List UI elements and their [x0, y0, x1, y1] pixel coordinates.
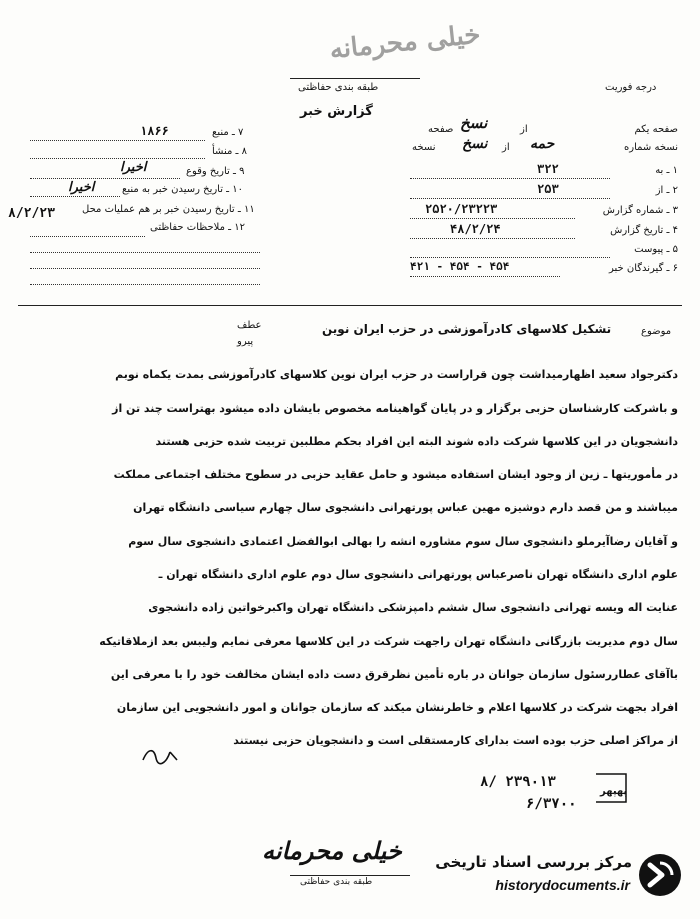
- field-9-dotline: [30, 178, 180, 179]
- field-3-label: ۳ ـ شماره گزارش: [602, 205, 678, 216]
- field-1-label: ۱ ـ به: [655, 165, 678, 176]
- remarks-dotline-1: [30, 252, 260, 253]
- stamp-underline: [290, 78, 420, 79]
- field-9-value: اخیرا: [120, 160, 147, 175]
- atf-label: عطف: [237, 320, 262, 331]
- field-12-dotline: [30, 236, 145, 237]
- field-2-value: ۲۵۳: [537, 182, 559, 196]
- body-line: افراد بجهت شرکت در کلاسها اعلام و خاطرنشان میکند که سازمان جوانان و امور دانشجویی این سازمان: [116, 701, 678, 714]
- top-classification-stamp: خیلی محرمانه: [328, 19, 482, 66]
- initial-signature: [140, 745, 180, 767]
- logo-url: historydocuments.ir: [495, 877, 630, 893]
- field-10-label: ۱۰ ـ تاریخ رسیدن خبر به منبع: [122, 184, 244, 195]
- field-5-label: ۵ ـ پیوست: [634, 244, 678, 255]
- body-line: و آقایان رضاآیرملو دانشجوی سال سوم مشاوره انشه را بهالی ابوالفضل اعتمادی دانشجوی سال سوم: [128, 535, 678, 548]
- body-line: دکترجواد سعید اظهارمیداشت چون قراراست در حزب ایران نوین کلاسهای کادرآموزشی بمدت یکماه نوبم: [115, 368, 678, 381]
- field-8-dotline: [30, 158, 205, 159]
- field-7-label: ۷ ـ منبع: [212, 127, 244, 138]
- remarks-dotline-3: [30, 284, 260, 285]
- field-2-label: ۲ ـ از: [655, 185, 678, 196]
- body-line: سال دوم مدیریت بازرگانی دانشگاه تهران راجهت شرکت در این کلاسها معرفی نمایم ولیبس بعد ازملاقاتیکه: [99, 635, 678, 648]
- copy-unit: نسخه: [412, 142, 436, 153]
- field-7-dotline: [30, 140, 205, 141]
- field-4-label: ۴ ـ تاریخ گزارش: [610, 225, 678, 236]
- field-2-dotline: [410, 198, 610, 199]
- report-title: گزارش خبر: [300, 104, 373, 119]
- footer-underline: [290, 875, 410, 876]
- field-10-value: اخیرا: [68, 180, 95, 195]
- field-4-dotline: [410, 238, 575, 239]
- copy-of-handwritten: نسخ: [462, 136, 488, 152]
- field-7-value: ۱۸۶۶: [140, 124, 169, 138]
- header-divider: [18, 305, 682, 306]
- peyro-label: پیرو: [237, 336, 254, 347]
- body-line: باآقای عطاررسئول سازمان جوانان در باره تأمین نظرقرق دست داده ایشان مخالفت خود را با معرفی این: [110, 668, 678, 681]
- history-documents-logo: [404, 847, 684, 907]
- registry-stamp: [478, 772, 628, 816]
- subject-text: تشکیل کلاسهای کادرآموزشی در حزب ایران نوین: [322, 322, 612, 336]
- field-3-dotline: [410, 218, 575, 219]
- urgency-label: درجه فوریت: [605, 82, 657, 93]
- field-5-dotline: [410, 257, 610, 258]
- page-label: صفحه یکم: [634, 124, 678, 135]
- body-line: در مأموریتها ـ زین از وجود ایشان استفاده میشود و حامل عقاید حزبی در سطوح مختلف اجتماعی مملکت: [113, 468, 678, 481]
- field-3-value: ۲۵۲۰/۲۳۲۲۳: [425, 202, 498, 216]
- field-12-label: ۱۲ ـ ملاحظات حفاظتی: [150, 222, 245, 233]
- footer-classification: خیلی محرمانه: [262, 836, 402, 865]
- body-line: علوم اداری دانشگاه تهران ناصرعباس پورتهرانی دانشجوی سال دوم علوم اداری دانشگاه تهران ـ: [158, 568, 678, 581]
- field-11-value: ۸/۲/۲۳: [8, 206, 55, 221]
- remarks-dotline-2: [30, 268, 260, 269]
- field-8-label: ۸ ـ منشأ: [212, 146, 248, 157]
- body-line: دانشجویان در این کلاسها شرکت داده شوند البته این افراد بحکم مطلبین تربیت شده حزبی هستند: [155, 435, 678, 448]
- circle-arrows-logo-icon: [636, 851, 684, 899]
- copy-label: نسخه شماره: [624, 142, 678, 153]
- registry-stamp-line1: ۸/ ۲۳۹۰۱۳: [480, 774, 556, 790]
- subject-label: موضوع: [641, 326, 672, 337]
- field-6-dotline: [410, 276, 560, 277]
- classification-subtitle: طبقه بندی حفاظتی: [298, 82, 379, 93]
- registry-stamp-line2: ۶/۳۷۰۰: [526, 796, 577, 812]
- body-line: میباشند و من قصد دارم دوشیزه مهین عباس پورتهرانی دانشجوی سال چهارم سیاسی دانشگاه تهران: [133, 501, 678, 514]
- copy-number-handwritten: حمه: [530, 136, 555, 152]
- registry-stamp-line3: پهپهر: [600, 786, 628, 797]
- field-11-label: ۱۱ ـ تاریخ رسیدن خبر بر هم عملیات محل: [82, 204, 255, 215]
- field-6-value: ۴۲۱ - ۴۵۴ - ۴۵۴: [410, 260, 510, 273]
- field-4-value: ۴۸/۲/۲۴: [450, 222, 501, 236]
- body-line: از مراکز اصلی حزب بوده است بدارای کارمستقلی است و دانشجویان حزبی نیستند: [233, 734, 678, 747]
- footer-classification-sub: طبقه بندی حفاظتی: [300, 877, 373, 887]
- page-unit: صفحه: [428, 124, 454, 135]
- field-6-label: ۶ ـ گیرندگان خبر: [608, 263, 678, 274]
- body-line: و باشرکت کارشناسان حزبی برگزار و در پایان گواهینامه مخصوص بایشان داده میشود بهتراست چند تن از: [112, 402, 678, 415]
- page-of-handwritten: نسخ: [460, 114, 488, 132]
- logo-title: مرکز بررسی اسناد تاریخی: [435, 853, 632, 871]
- page-of-label: از: [520, 124, 528, 135]
- copy-of-label: از: [502, 142, 510, 153]
- field-1-dotline: [410, 178, 610, 179]
- field-9-label: ۹ ـ تاریخ وقوع: [186, 166, 245, 177]
- field-1-value: ۳۲۲: [537, 162, 559, 176]
- field-10-dotline: [30, 196, 120, 197]
- body-line: عنایت اله ویسه تهرانی دانشجوی سال ششم دامپزشکی دانشگاه تهران واکبرخواتین زاده دانشجوی: [148, 601, 678, 614]
